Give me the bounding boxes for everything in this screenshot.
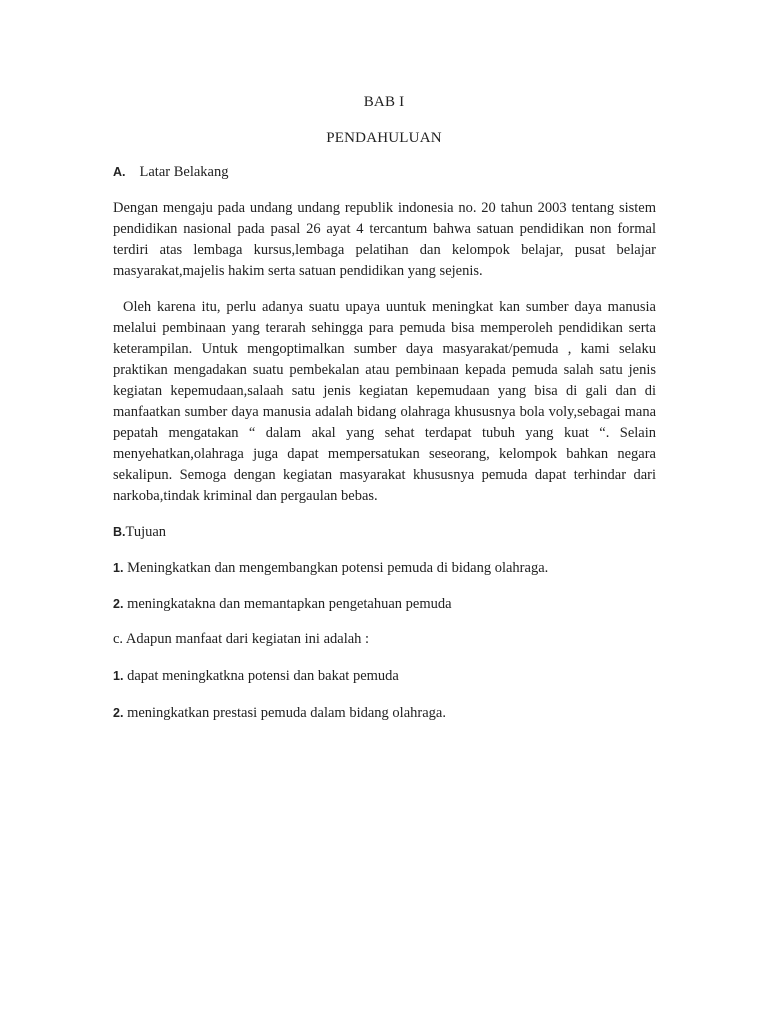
section-a-heading [113, 164, 228, 181]
tujuan-item-2 [113, 596, 452, 613]
chapter-title: PENDAHULUAN [326, 130, 442, 146]
section-b-heading [113, 524, 166, 541]
manfaat-item-2-text: meningkatkan prestasi pemuda dalam bidang olahraga. [127, 705, 446, 721]
manfaat-item-2-number: 2. [113, 706, 124, 720]
tujuan-item-1-number: 1. [113, 561, 124, 575]
tujuan-item-2-text: meningkatakna dan memantapkan pengetahuan pemuda [127, 596, 452, 612]
section-a-marker: A. [113, 165, 126, 179]
section-c-heading: c. Adapun manfaat dari kegiatan ini adalah : [113, 631, 370, 647]
manfaat-item-1 [113, 668, 399, 685]
paragraph-2-text: Oleh karena itu, perlu adanya suatu upaya uuntuk meningkat kan sumber daya manusia melalui pembinaan yang terarah sehingga para pemuda bisa memperoleh pendidikan serta keterampilan. Untuk mengoptimalkan sumber daya masyarakat/pemuda , kami selaku praktikan mengadakan suatu pembekalan atau pembinaan kepada pemuda salah satu jenis kegiatan kepemudaan,salaah satu jenis kegiatan kepemudaan yang bisa di gali dan di manfaatkan sumber daya manusia adalah bidang olahraga khususnya bola voly,sebagai mana pepatah mengatakan “ dalam akal yang sehat terdapat tubuh yang kuat “. Selain menyehatkan,olahraga juga dapat mempersatukan seseorang, kelompok bahkan negara sekalipun. Semoga dengan kegiatan masyarakat khususnya pemuda dapat terhindar dari narkoba,tindak kriminal dan pergaulan bebas. [113, 299, 656, 504]
manfaat-item-1-number: 1. [113, 669, 124, 683]
manfaat-item-1-text: dapat meningkatkna potensi dan bakat pemuda [127, 668, 399, 684]
manfaat-item-2 [113, 705, 446, 722]
section-b-title: Tujuan [125, 524, 167, 540]
paragraph-1-text: Dengan mengaju pada undang undang republik indonesia no. 20 tahun 2003 tentang sistem pendidikan nasional pada pasal 26 ayat 4 tercantum bahwa satuan pendidikan non formal terdiri atas lembaga kursus,lembaga pelatihan dan kelompok belajar, pusat belajar masyarakat,majelis hakim serta satuan pendidikan yang sejenis. [113, 200, 656, 279]
paragraph-2 [113, 297, 656, 507]
section-a-title: Latar Belakang [139, 164, 229, 180]
section-b-marker: B. [113, 525, 126, 539]
paragraph-1 [113, 198, 656, 282]
chapter-heading: BAB I [363, 94, 405, 110]
tujuan-item-1-text: Meningkatkan dan mengembangkan potensi pemuda di bidang olahraga. [127, 560, 549, 576]
tujuan-item-1 [113, 560, 548, 577]
tujuan-item-2-number: 2. [113, 597, 124, 611]
